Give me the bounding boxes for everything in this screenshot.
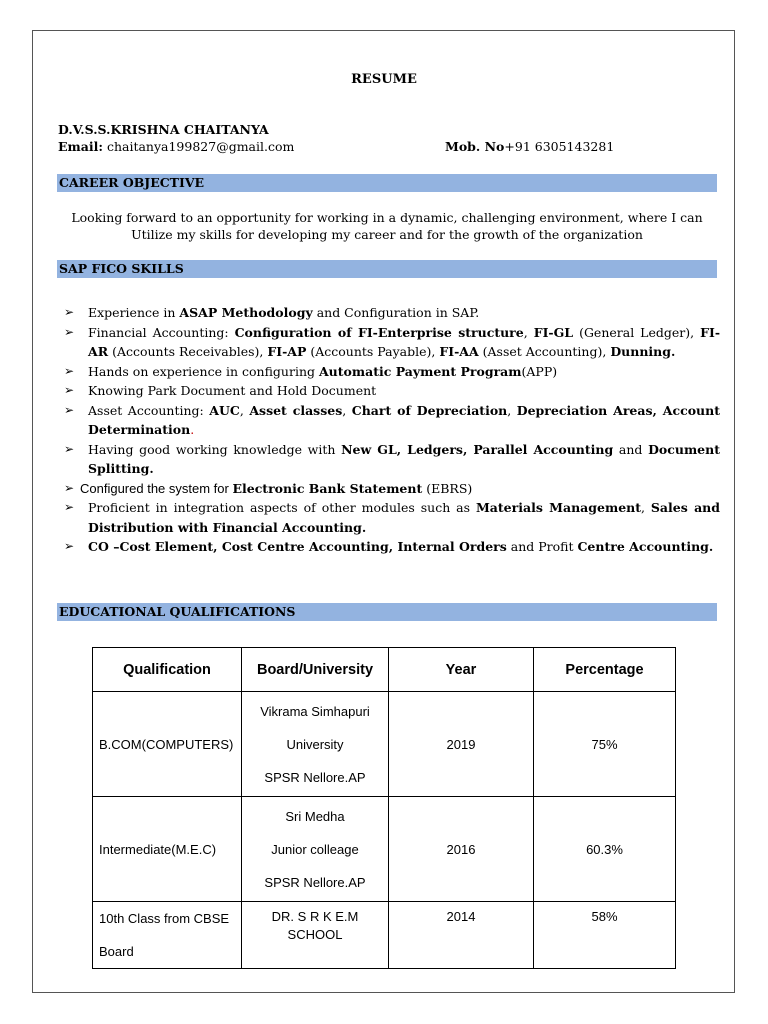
- arrow-bullet-icon: ➢: [64, 441, 75, 456]
- skill-item: [64, 537, 720, 557]
- qualification-line: Board: [99, 944, 134, 959]
- career-objective-text: [56, 209, 718, 243]
- skill-bold: Document Splitting.: [88, 441, 720, 476]
- skill-bold: FI-AP: [267, 344, 307, 359]
- skill-text: (APP): [521, 363, 558, 379]
- qualification-cell: Intermediate(M.E.C): [93, 797, 242, 902]
- candidate-name: D.V.S.S.KRISHNA CHAITANYA: [58, 122, 269, 137]
- board-cell: [242, 902, 389, 969]
- percentage-cell: 60.3%: [534, 797, 676, 902]
- sap-fico-skills-heading: SAP FICO SKILLS: [57, 260, 717, 278]
- column-header: Board/University: [242, 648, 389, 692]
- skill-bold: Asset classes: [249, 402, 343, 418]
- skill-item: [64, 401, 720, 440]
- percentage-cell: 75%: [534, 692, 676, 797]
- skill-text: ,: [523, 324, 534, 340]
- board-line: SCHOOL: [287, 927, 343, 942]
- board-line: DR. S R K E.M: [271, 909, 359, 924]
- board-line: SPSR Nellore.AP: [264, 874, 366, 890]
- skill-text: Knowing Park Document and Hold Document: [88, 383, 377, 398]
- mobile-label: Mob. No: [445, 139, 505, 154]
- skill-bold: New GL, Ledgers, Parallel Accounting: [341, 441, 614, 457]
- skill-text: (Asset Accounting),: [478, 344, 611, 359]
- skill-text: and: [613, 441, 649, 457]
- skill-item: [64, 498, 720, 537]
- skill-bold: Electronic Bank Statement: [232, 480, 423, 496]
- skill-bold: ASAP Methodology: [179, 305, 313, 320]
- arrow-bullet-icon: ➢: [64, 363, 75, 378]
- skill-bold: Sales and Distribution with Financial Accounting.: [88, 500, 720, 535]
- arrow-bullet-icon: ➢: [64, 539, 75, 553]
- objective-line: Utilize my skills for developing my career and for the growth of the organization: [131, 227, 643, 242]
- skill-bold: Chart of Depreciation: [351, 402, 508, 418]
- skill-item: [64, 323, 720, 362]
- objective-line: Looking forward to an opportunity for working in a dynamic, challenging environment, where I can: [71, 210, 703, 225]
- column-header: Qualification: [93, 648, 242, 692]
- skill-text: (EBRS): [422, 480, 473, 496]
- board-line: University: [286, 736, 344, 752]
- skill-bold: Materials Management: [475, 500, 642, 515]
- skill-text: ,: [641, 500, 651, 515]
- email-line: [58, 139, 294, 154]
- year-cell: 2014: [389, 902, 534, 969]
- year-cell: 2016: [389, 797, 534, 902]
- table-row: [93, 902, 676, 969]
- skill-text: .: [190, 422, 195, 437]
- percentage-cell: 58%: [534, 902, 676, 969]
- document-title: RESUME: [351, 72, 417, 87]
- skill-item: [64, 303, 720, 323]
- skill-text: (Accounts Receivables),: [108, 344, 268, 359]
- skill-text: ,: [239, 402, 250, 418]
- skill-text: (General Ledger),: [573, 324, 701, 340]
- educational-qualifications-heading: EDUCATIONAL QUALIFICATIONS: [57, 603, 717, 621]
- skill-text: Financial Accounting:: [88, 324, 235, 340]
- mobile-value: +91 6305143281: [504, 139, 615, 154]
- skill-text: and Configuration in SAP.: [312, 305, 480, 320]
- skill-text: Having good working knowledge with: [88, 441, 342, 457]
- education-table: [92, 647, 676, 969]
- skill-text: (Accounts Payable),: [306, 344, 440, 359]
- skill-item: [64, 362, 720, 382]
- skill-bold: Centre Accounting.: [577, 539, 714, 554]
- board-cell: [242, 692, 389, 797]
- column-header: Year: [389, 648, 534, 692]
- skills-list: [64, 303, 720, 557]
- skill-bold: AUC: [209, 402, 240, 418]
- skill-bold: CO –Cost Element, Cost Centre Accounting, Internal Orders: [88, 539, 507, 554]
- skill-item: [64, 440, 720, 479]
- qualification-cell: [93, 902, 242, 969]
- skill-bold: Automatic Payment Program: [318, 363, 522, 379]
- skill-bold: Configuration of FI-Enterprise structure: [234, 324, 524, 340]
- table-row: [93, 692, 676, 797]
- skill-text: Hands on experience in configuring: [88, 363, 319, 379]
- arrow-bullet-icon: ➢: [64, 324, 75, 339]
- email-label: Email:: [58, 139, 103, 154]
- arrow-bullet-icon: ➢: [64, 305, 75, 319]
- qualification-cell: B.COM(COMPUTERS): [93, 692, 242, 797]
- board-line: SPSR Nellore.AP: [264, 769, 366, 785]
- skill-text: Asset Accounting:: [88, 402, 210, 418]
- skill-bold: FI-GL: [533, 324, 574, 340]
- mobile-line: [445, 139, 614, 154]
- board-line: Sri Medha: [285, 808, 345, 824]
- skill-bold: Dunning.: [610, 344, 676, 359]
- skill-text: ,: [507, 402, 517, 418]
- skill-text: ,: [342, 402, 352, 418]
- skill-text: and Profit: [506, 539, 578, 554]
- table-header-row: [93, 648, 676, 692]
- year-cell: 2019: [389, 692, 534, 797]
- arrow-bullet-icon: ➢: [64, 500, 75, 514]
- board-line: Vikrama Simhapuri: [260, 703, 370, 719]
- skill-text: Experience in: [88, 305, 180, 320]
- skill-bold: FI-AR: [88, 324, 721, 359]
- skill-text: Proficient in integration aspects of other modules such as: [88, 500, 476, 515]
- skill-text: Configured the system for: [80, 480, 233, 496]
- board-cell: [242, 797, 389, 902]
- skill-item: [64, 381, 720, 401]
- arrow-bullet-icon: ➢: [64, 480, 75, 495]
- skill-item: [64, 479, 720, 499]
- qualification-line: 10th Class from CBSE: [99, 911, 230, 926]
- column-header: Percentage: [534, 648, 676, 692]
- arrow-bullet-icon: ➢: [64, 383, 75, 397]
- board-line: Junior colleage: [271, 841, 359, 857]
- career-objective-heading: CAREER OBJECTIVE: [57, 174, 717, 192]
- email-value: chaitanya199827@gmail.com: [102, 139, 295, 154]
- skill-bold: FI-AA: [439, 344, 479, 359]
- arrow-bullet-icon: ➢: [64, 402, 75, 417]
- skill-bold: Depreciation Areas, Account Determination: [88, 402, 720, 437]
- table-row: [93, 797, 676, 902]
